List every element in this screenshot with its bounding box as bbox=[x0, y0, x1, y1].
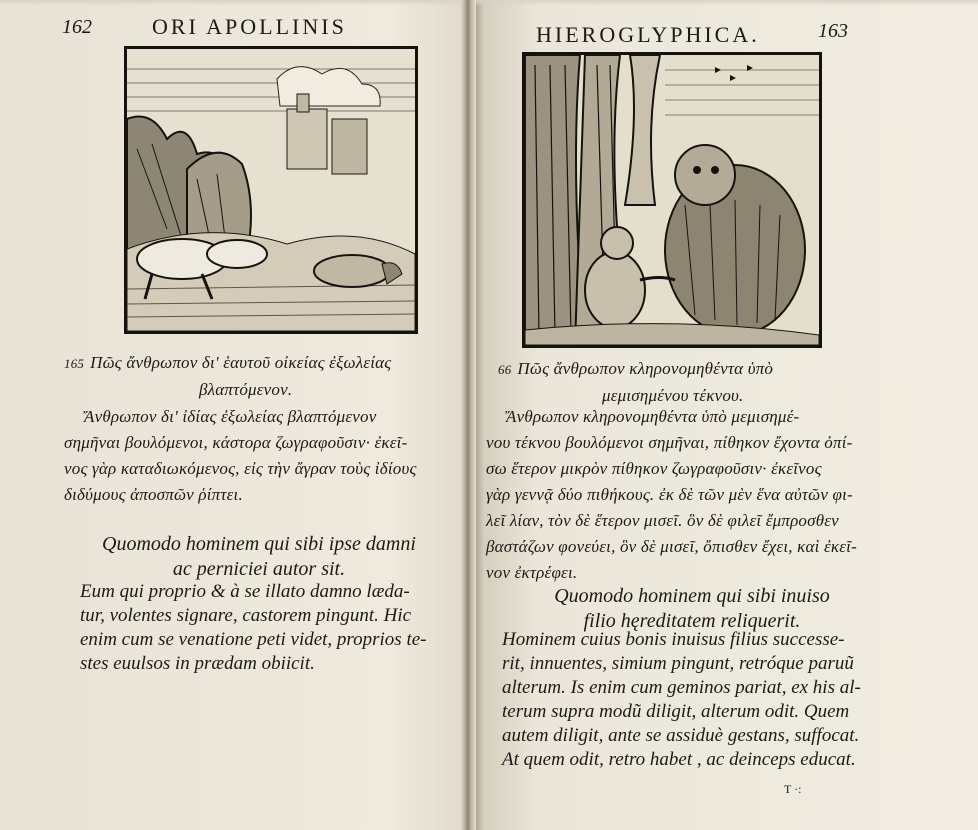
left-greek-line: σημῆναι βουλόμενοι, κάστορα ζωγραφοῦσιν· ἐκεῖ- bbox=[64, 433, 408, 452]
left-running-head: ORI APOLLINIS bbox=[152, 14, 347, 39]
right-latin-line: autem diligit, ante se assiduè gestans, suffocat. bbox=[502, 725, 860, 746]
left-latin-line: enim cum se venatione peti videt, proprios te- bbox=[80, 629, 427, 650]
left-greek-heading bbox=[64, 350, 391, 403]
left-latin-line: tur, volentes signare, castorem pingunt. Hic bbox=[80, 605, 412, 626]
right-latin-title-line: Quomodo hominem qui sibi inuiso bbox=[554, 585, 830, 607]
left-greek-heading-line-1: Πῶς ἄνθρωπον δι' ἑαυτοῦ οἰκείας ἐξωλείας bbox=[90, 353, 392, 372]
right-latin-line: terum supra modũ diligit, alterum odit. Quem bbox=[502, 701, 850, 722]
right-running-head: HIEROGLYPHICA. bbox=[536, 22, 760, 47]
left-latin-title-line: Quomodo hominem qui sibi ipse damni bbox=[102, 533, 416, 555]
left-latin-line: stes euulsos in prædam obiicit. bbox=[80, 653, 315, 674]
right-greek-line: νου τέκνου βουλόμενοι σημῆναι, πίθηκον ἔχοντα ὀπί- bbox=[486, 433, 853, 452]
right-latin-line: alterum. Is enim cum geminos pariat, ex his al- bbox=[502, 677, 861, 698]
left-greek-heading-line-2: βλαπτόμενον. bbox=[199, 380, 293, 399]
left-page bbox=[0, 0, 466, 830]
left-greek-text bbox=[64, 404, 417, 508]
left-greek-line: νος γὰρ καταδιωκόμενος, εἰς τὴν ἄγραν τοὺς ἰδίους bbox=[64, 459, 417, 478]
right-latin-text bbox=[502, 628, 861, 772]
left-latin-title bbox=[74, 532, 444, 582]
signature-mark: T ·: bbox=[784, 782, 802, 796]
left-latin-line: Eum qui proprio & à se illato damno læda- bbox=[80, 581, 410, 602]
ape-woodcut-image bbox=[522, 52, 822, 348]
left-greek-line: διδύμους ἀποσπῶν ῥίπτει. bbox=[64, 485, 243, 504]
left-chapter-number: 165 bbox=[64, 356, 85, 371]
right-latin-title-line: filio hęreditatem reliquerit. bbox=[583, 610, 801, 632]
left-page-number: 162 bbox=[62, 16, 92, 38]
right-greek-line: νον ἐκτρέφει. bbox=[486, 563, 578, 582]
right-greek-heading-line-2: μεμισημένου τέκνου. bbox=[602, 386, 744, 405]
right-greek-line: βαστάζων φονεύει, ὃν δὲ μισεῖ, ὄπισθεν ἔχει, καὶ ἐκεῖ- bbox=[486, 537, 857, 556]
right-greek-line: Ἄνθρωπον κληρονομηθέντα ὑπὸ μεμισημέ- bbox=[506, 407, 800, 426]
right-latin-line: Hominem cuius bonis inuisus filius successe- bbox=[502, 629, 845, 650]
right-page bbox=[472, 0, 978, 830]
beaver-woodcut-illustration bbox=[127, 49, 415, 331]
right-latin-line: At quem odit, retro habet , ac deinceps educat. bbox=[502, 749, 856, 770]
right-chapter-number: 66 bbox=[498, 362, 512, 377]
right-greek-line: λεῖ λίαν, τὸν δὲ ἕτερον μισεῖ. ὃν δὲ φιλεῖ ἔμπροσθεν bbox=[486, 511, 839, 530]
right-page-number: 163 bbox=[818, 20, 848, 42]
left-greek-line: Ἄνθρωπον δι' ἰδίας ἐξωλείας βλαπτόμενον bbox=[84, 407, 377, 426]
right-greek-heading-line-1: Πῶς ἄνθρωπον κληρονομηθέντα ὑπὸ bbox=[517, 359, 774, 378]
right-greek-heading bbox=[498, 356, 773, 409]
left-latin-text bbox=[80, 580, 426, 676]
right-greek-line: γὰρ γεννᾷ δύο πιθήκους. ἐκ δὲ τῶν μὲν ἕνα αὐτῶν φι- bbox=[486, 485, 853, 504]
right-greek-line: σω ἕτερον μικρὸν πίθηκον ζωγραφοῦσιν· ἐκεῖνος bbox=[486, 459, 822, 478]
ape-woodcut-illustration bbox=[525, 55, 819, 345]
right-latin-line: rit, innuentes, simium pingunt, retróque paruũ bbox=[502, 653, 854, 674]
beaver-woodcut-image bbox=[124, 46, 418, 334]
right-greek-text bbox=[486, 404, 857, 586]
right-latin-title bbox=[502, 584, 882, 634]
left-latin-title-line: ac perniciei autor sit. bbox=[172, 558, 346, 580]
